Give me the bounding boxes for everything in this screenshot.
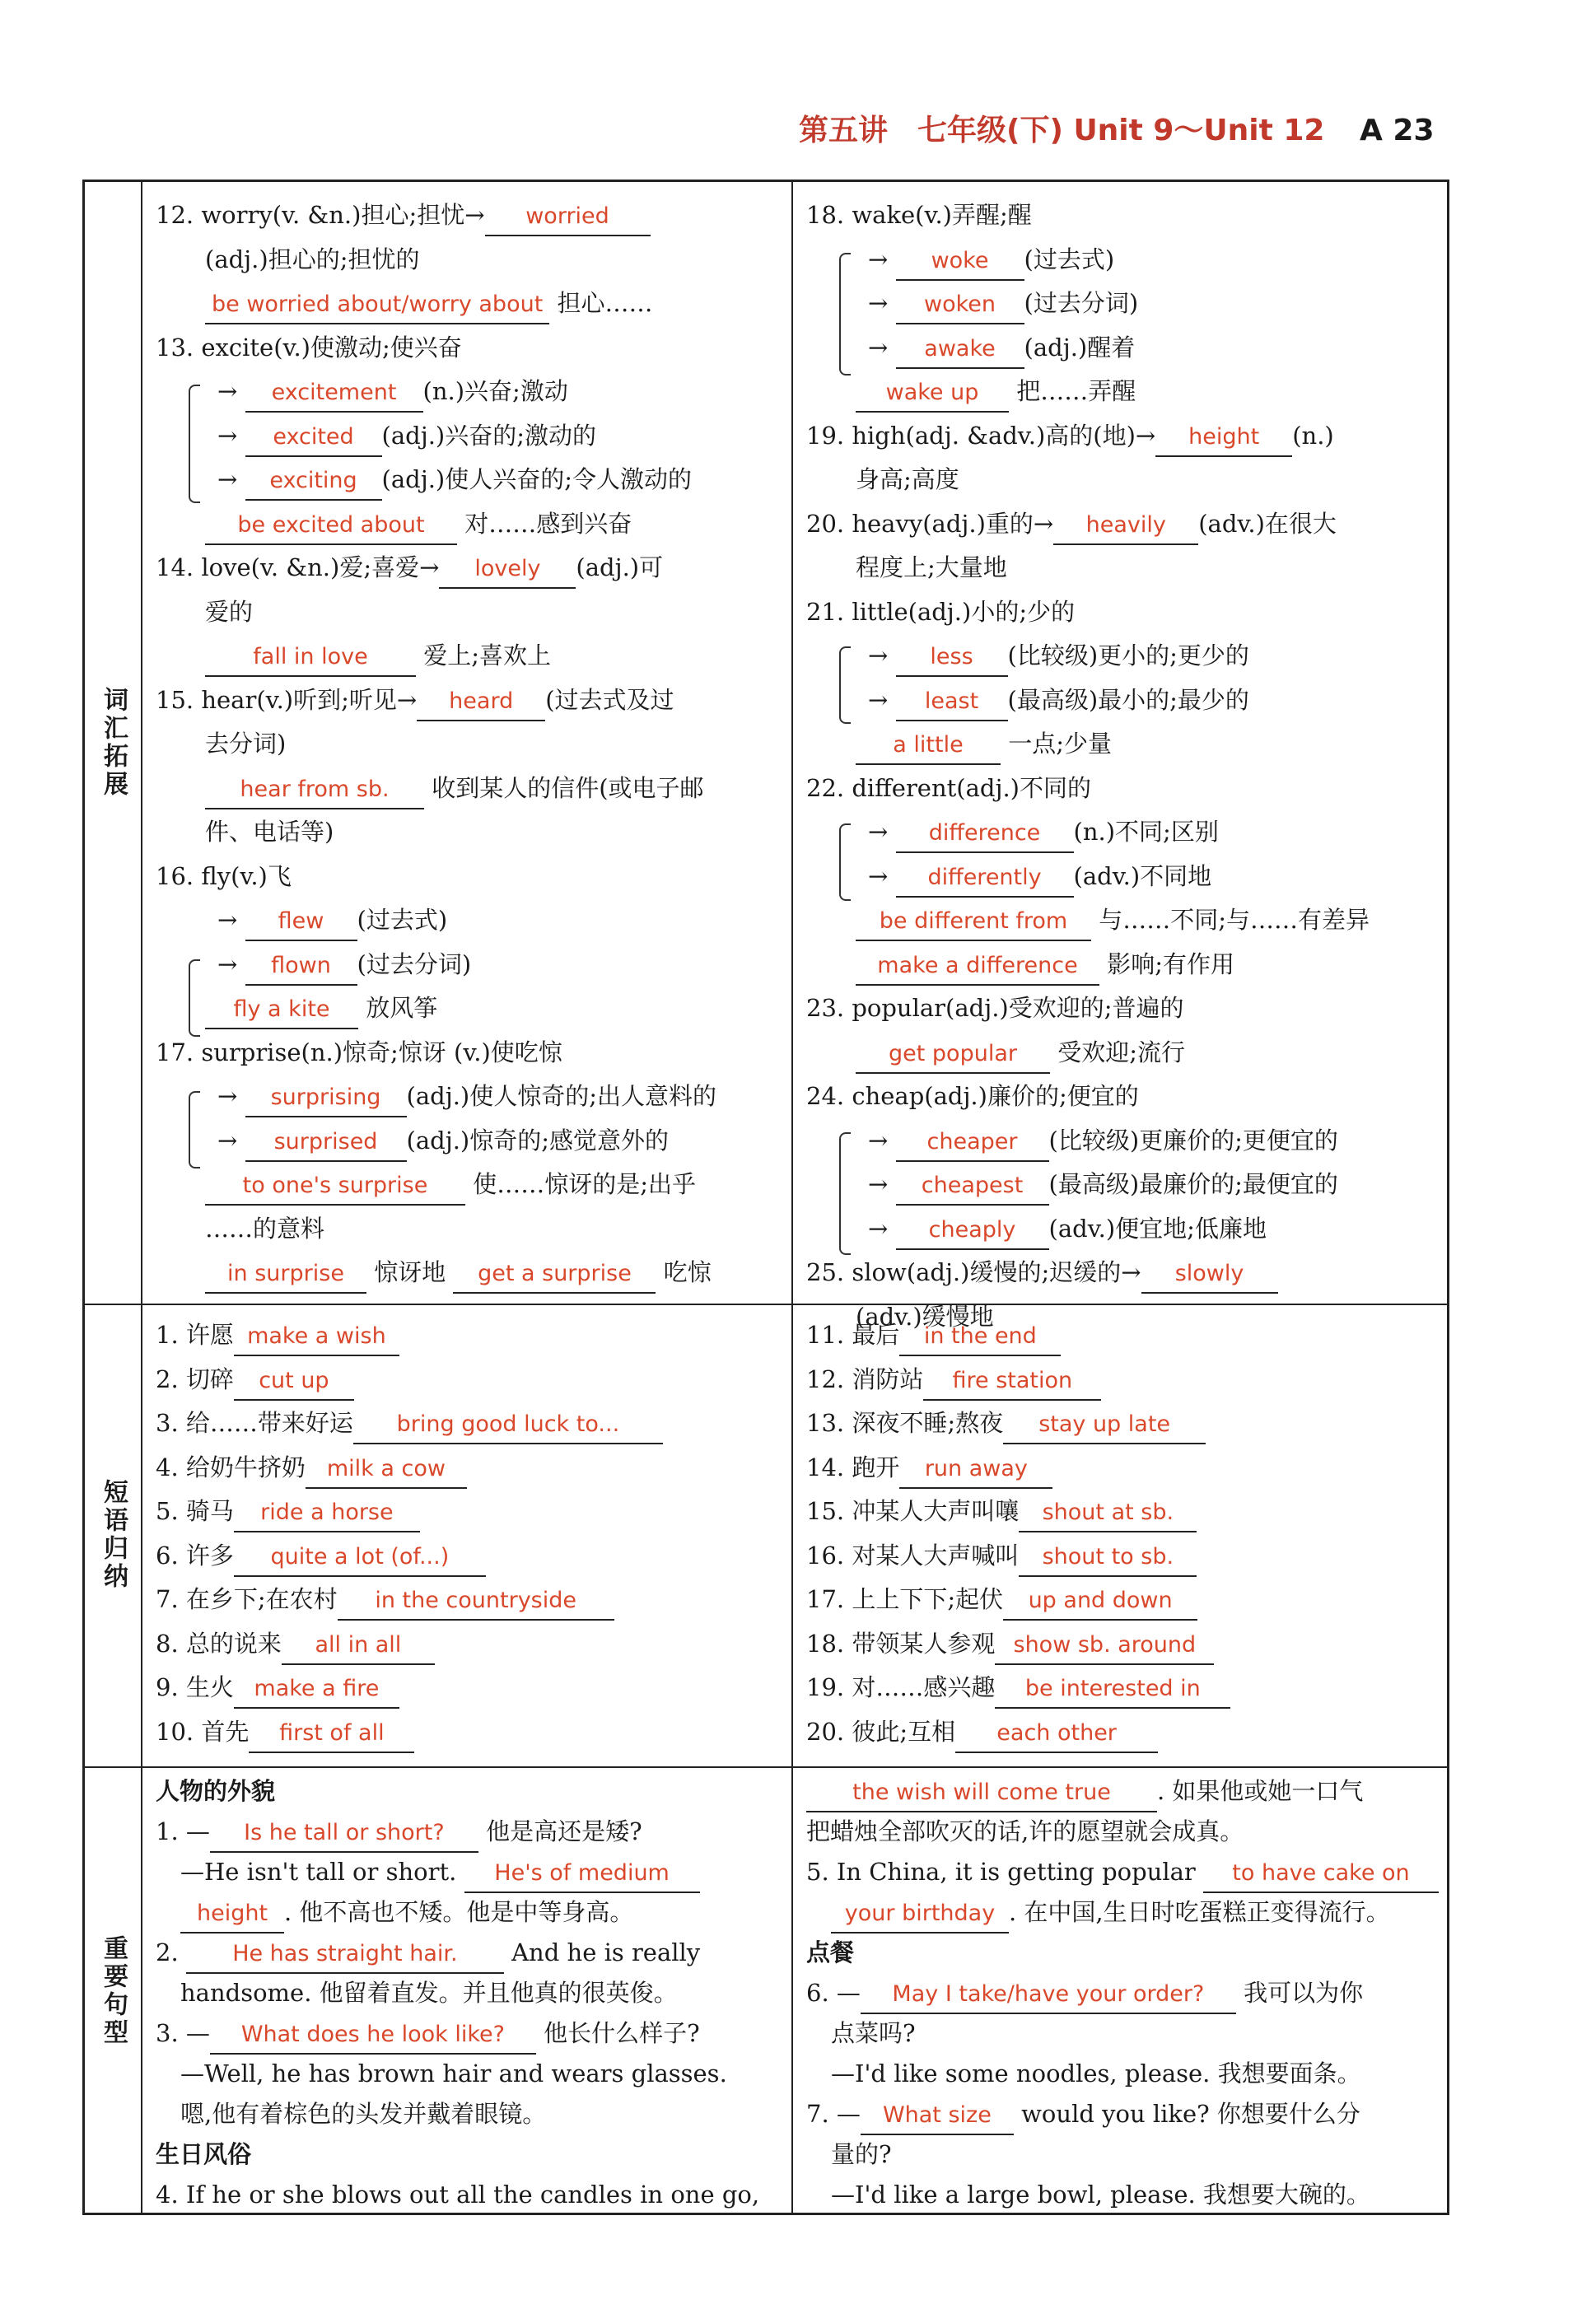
answer-blank: be interested in [995,1671,1230,1709]
phrase-item: 12. 消防站 fire station [806,1358,1440,1402]
answer-blank: be different from [856,903,1091,941]
answer-blank: first of all [249,1715,414,1753]
section-divider [85,1766,1447,1768]
bracket [839,646,851,724]
answer-blank: fly a kite [205,991,358,1029]
phrase-item: 10. 首先 first of all [156,1710,782,1755]
answer-blank: your birthday [831,1896,1009,1933]
answer-blank: heard [417,683,545,721]
phrase-item: 17. 上上下下;起伏 up and down [806,1578,1440,1622]
answer-blank: lovely [439,551,576,589]
section-label-vocab: 词汇拓展 [99,687,128,799]
phrase-item: 16. 对某人大声喊叫 shout to sb. [806,1534,1440,1579]
answer-blank: Is he tall or short? [210,1815,478,1853]
section-label-phrases: 短语归纳 [99,1479,128,1591]
bracket [839,1132,851,1255]
answer-blank: make a difference [856,948,1099,986]
bracket [839,823,851,901]
answer-blank: cheapest [896,1168,1049,1206]
answer-blank: get popular [856,1036,1050,1074]
sentences-right-column: the wish will come true . 如果他或她一口气 把蜡烛全部吹灭的话,许的愿望就会成真。 5. In China, it is getting popular to have cake on your birthday . 在中国,生日时吃蛋糕正变得流行。 点餐 6. — May I take/have your order? 我可以为你 点菜吗? —I'd like some noodles, please. 我想要面条。 7. — What size would you like? 你想要什么分 量的? —I'd like a large bowl, please. 我想要大碗的。 [806,1771,1440,2215]
answer-blank: less [896,639,1008,677]
phrase-item: 13. 深夜不睡;熬夜 stay up late [806,1402,1440,1446]
answer-blank: the wish will come true [806,1775,1157,1812]
phrase-item: 8. 总的说来 all in all [156,1622,782,1667]
answer-blank: height [180,1896,284,1933]
answer-blank: bring good luck to... [353,1406,663,1444]
answer-blank: in surprise [205,1256,366,1294]
answer-blank: run away [899,1451,1052,1489]
answer-blank: flew [245,903,357,941]
phrase-item: 5. 骑马 ride a horse [156,1490,782,1534]
answer-blank: What does he look like? [210,2017,536,2055]
answer-blank: be excited about [205,507,457,545]
answer-blank: up and down [1003,1583,1197,1621]
label-divider [141,182,142,2213]
answer-blank: milk a cow [306,1451,467,1489]
answer-blank: cheaply [896,1212,1049,1250]
header-title: 第五讲 七年级(下) Unit 9～Unit 12 [799,114,1325,147]
answer-blank: make a wish [234,1318,399,1356]
phrase-item: 15. 冲某人大声叫嚷 shout at sb. [806,1490,1440,1534]
phrase-item: 14. 跑开 run away [806,1446,1440,1490]
answer-blank: worried [485,198,651,236]
phrases-left-column [156,1313,782,1754]
answer-blank: May I take/have your order? [861,1976,1236,2014]
answer-blank: all in all [282,1627,435,1665]
phrase-item: 9. 生火 make a fire [156,1666,782,1710]
answer-blank: wake up [856,375,1009,413]
bracket [189,1091,200,1168]
answer-blank: fire station [923,1363,1101,1401]
answer-blank: slowly [1141,1256,1278,1294]
sentences-left-column: 人物的外貌 1. — Is he tall or short? 他是高还是矮? —He isn't tall or short. He's of medium height . 他不高也不矮。他是中等身高。 2. He has straight hair. And he is really handsome. 他留着直发。并且他真的很英俊。 3. — What does he look like? 他长什么样子? —Well, he has brown hair and wears glasses. 嗯,他有着棕色的头发并戴着眼镜。 生日风俗 4. If he or she blows out all the candles in one go, [156,1777,760,2209]
phrase-item: 7. 在乡下;在农村 in the countryside [156,1578,782,1622]
bracket [189,385,200,503]
phrase-item: 18. 带领某人参观 show sb. around [806,1622,1440,1667]
answer-blank: He's of medium [464,1855,700,1893]
bracket [839,253,851,376]
answer-blank: in the countryside [338,1583,614,1621]
answer-blank: get a surprise [453,1256,656,1294]
answer-blank: woken [896,287,1024,324]
answer-blank: flown [245,948,357,986]
phrase-item: 4. 给奶牛挤奶 milk a cow [156,1446,782,1490]
answer-blank: height [1155,419,1292,457]
answer-blank: excitement [245,375,423,413]
answer-blank: shout to sb. [1019,1539,1197,1577]
answer-blank: woke [896,243,1024,281]
answer-blank: ride a horse [234,1495,420,1532]
answer-blank: difference [896,815,1074,853]
answer-blank: show sb. around [995,1627,1214,1665]
answer-blank: in the end [899,1318,1061,1356]
answer-blank: hear from sb. [205,772,424,809]
phrases-right-column [806,1313,1440,1754]
answer-blank: He has straight hair. [186,1936,504,1974]
bracket [189,959,200,1037]
answer-blank: surprising [245,1080,407,1117]
answer-blank: a little [856,727,1001,765]
answer-blank: excited [245,419,382,457]
section-label-sentences: 重要句型 [99,1934,128,2047]
answer-blank: least [896,683,1008,721]
answer-blank: fall in love [205,639,416,677]
answer-blank: cheaper [896,1124,1049,1162]
phrase-item: 19. 对……感兴趣 be interested in [806,1666,1440,1710]
answer-blank: What size [861,2097,1014,2135]
phrase-item: 1. 许愿 make a wish [156,1313,782,1358]
summary-table [82,180,1449,2215]
answer-blank: awake [896,331,1024,369]
phrase-item: 20. 彼此;互相 each other [806,1710,1440,1755]
answer-blank: to one's surprise [205,1168,465,1206]
answer-blank: cut up [234,1363,354,1401]
answer-blank: quite a lot (of...) [234,1539,486,1577]
answer-blank: to have cake on [1203,1855,1439,1893]
vocab-left-column: 12. worry(v. &n.)担心;担忧→ worried (adj.)担心的;担忧的 be worried about/worry about 担心…… 13. excite(v.)使激动;使兴奋 → excitement (n.)兴奋;激动 → excited (adj.)兴奋的;激动的 → exciting (adj.)使人兴奋的;令人激动的 be excited about 对……感到兴奋 14. love(v. &n.)爱;喜爱→ lovely (adj.)可 爱的 fall in love 爱上;喜欢上 15. hear(v.)听到;听见→ heard (过去式及过 去分词) hear from sb. 收到某人的信件(或电子邮 件、电话等) 16. fly(v.)飞 → flew (过去式) → flown (过去分词) fly a kite 放风筝 17. surprise(n.)惊奇;惊讶 (v.)使吃惊 → surprising (adj.)使人惊奇的;出人意料的 → surprised (adj.)惊奇的;感觉意外的 to one's surprise 使……惊讶的是;出乎 ……的意料 in surprise 惊讶地 get a surprise 吃惊 [156,194,782,1295]
answer-blank: surprised [245,1124,407,1162]
answer-blank: be worried about/worry about [205,287,549,324]
phrase-item: 3. 给……带来好运 bring good luck to... [156,1402,782,1446]
page-header [799,107,1441,156]
answer-blank: make a fire [234,1671,399,1709]
answer-blank: shout at sb. [1019,1495,1197,1532]
phrase-item: 6. 许多 quite a lot (of...) [156,1534,782,1579]
answer-blank: each other [955,1715,1158,1753]
vocab-right-column: 18. wake(v.)弄醒;醒 → woke (过去式) → woken (过去分词) → awake (adj.)醒着 wake up 把……弄醒 19. high(adj. &adv.)高的(地)→ height (n.) 身高;高度 20. heavy(adj.)重的→ heavily (adv.)在很大 程度上;大量地 21. little(adj.)小的;少的 → less (比较级)更小的;更少的 → least (最高级)最小的;最少的 a little 一点;少量 22. different(adj.)不同的 → difference (n.)不同;区别 → differently (adv.)不同地 be different from 与……不同;与……有差异 make a difference 影响;有作用 23. popular(adj.)受欢迎的;普遍的 get popular 受欢迎;流行 24. cheap(adj.)廉价的;便宜的 → cheaper (比较级)更廉价的;更便宜的 → cheapest (最高级)最廉价的;最便宜的 → cheaply (adv.)便宜地;低廉地 25. slow(adj.)缓慢的;迟缓的→ slowly (adv.)缓慢地 [806,201,1370,1331]
answer-blank: exciting [245,463,382,501]
phrase-item: 11. 最后 in the end [806,1313,1440,1358]
phrase-item: 2. 切碎 cut up [156,1358,782,1402]
answer-blank: differently [896,860,1074,898]
answer-blank: stay up late [1003,1406,1206,1444]
column-divider [791,182,793,2213]
answer-blank: heavily [1053,507,1198,545]
page-number: A 23 [1360,114,1435,147]
